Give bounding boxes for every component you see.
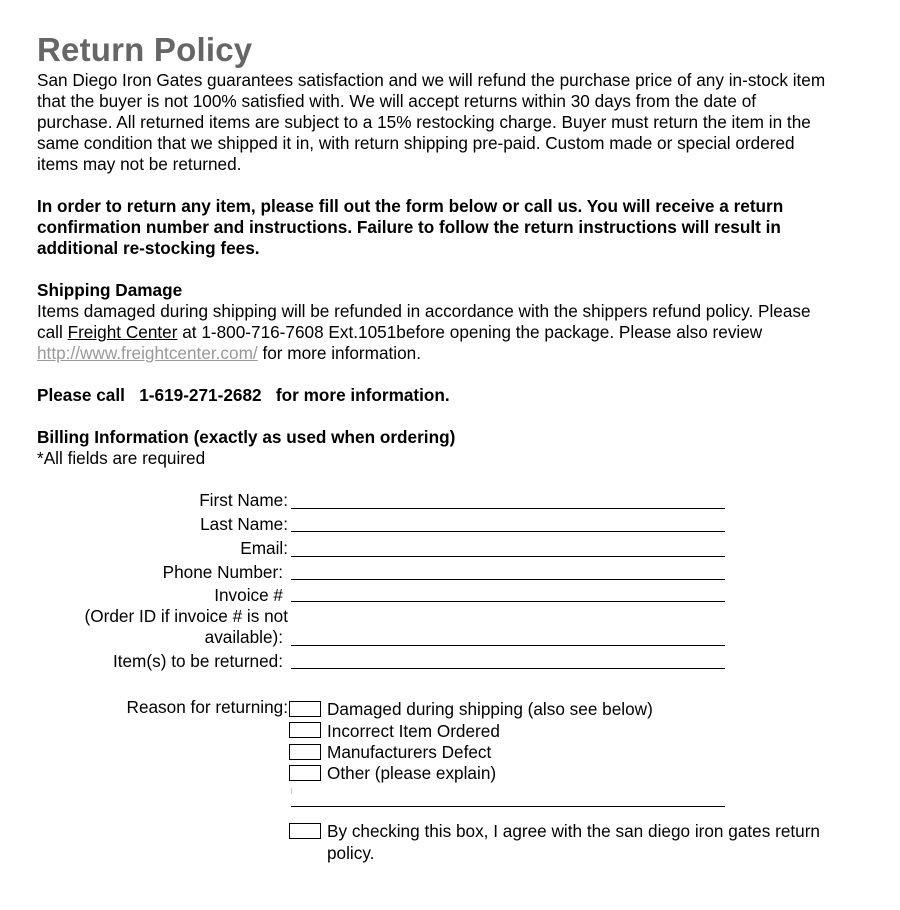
first-name-label: First Name: (199, 490, 288, 510)
call-info (37, 385, 867, 406)
shipping-damage-heading: Shipping Damage (37, 280, 183, 300)
reason-option-defect: Manufacturers Defect (327, 742, 492, 762)
email-row (0, 538, 900, 562)
email-field[interactable] (291, 556, 725, 557)
agree-text-line1: By checking this box, I agree with the san diego iron gates return (327, 821, 820, 841)
order-id-row-2 (0, 627, 900, 651)
reason-option-damaged: Damaged during shipping (also see below) (327, 699, 653, 719)
shipping-text-1: Items damaged during shipping will be refunded in accordance with the shippers refund policy. Please call (37, 301, 811, 342)
first-name-field[interactable] (291, 508, 725, 509)
call-suffix: for more information. (275, 385, 450, 405)
invoice-field[interactable] (291, 601, 725, 602)
shipping-text-2: at 1-800-716-7608 Ext.1051before opening the package. Please also review (177, 322, 763, 342)
defect-checkbox[interactable] (289, 744, 321, 760)
return-instructions: In order to return any item, please fill out the form below or call us. You will receive a return confirmation number and instructions. Failure to follow the return instructions will result in additional re-stocking fees. (37, 196, 784, 258)
shipping-text-3: for more information. (257, 343, 422, 363)
phone-row (0, 562, 900, 586)
email-label: Email: (240, 538, 288, 558)
incorrect-item-checkbox[interactable] (289, 722, 321, 738)
policy-document (37, 30, 867, 469)
order-id-label-line2: available): (204, 627, 283, 647)
items-label: Item(s) to be returned: (112, 651, 283, 671)
other-checkbox[interactable] (289, 765, 321, 781)
damaged-checkbox[interactable] (289, 701, 321, 717)
freightcenter-url-link[interactable]: http://www.freightcenter.com/ (37, 343, 258, 363)
order-id-field[interactable] (291, 645, 725, 646)
last-name-row (0, 514, 900, 538)
items-field[interactable] (291, 668, 725, 669)
required-note: *All fields are required (37, 448, 206, 468)
call-phone: 1-619-271-2682 (139, 385, 262, 405)
call-prefix: Please call (37, 385, 125, 405)
order-id-label-line1: (Order ID if invoice # is not (84, 606, 288, 626)
shipping-damage-text (37, 301, 837, 364)
page-title: Return Policy (37, 31, 253, 68)
other-explain-field[interactable] (291, 806, 725, 807)
agree-checkbox[interactable] (289, 823, 321, 839)
phone-label: Phone Number: (162, 562, 283, 582)
reason-label: Reason for returning: (126, 697, 288, 717)
text-cursor (291, 788, 292, 794)
agree-text-line2: policy. (327, 843, 375, 863)
reason-option-incorrect: Incorrect Item Ordered (327, 721, 500, 741)
reason-option-other: Other (please explain) (327, 763, 497, 783)
phone-field[interactable] (291, 579, 725, 580)
last-name-label: Last Name: (200, 514, 288, 534)
intro-paragraph: San Diego Iron Gates guarantees satisfaction and we will refund the purchase price of any in-stock item that the buyer is not 100% satisfied with. We will accept returns within 30 days from the date of purchase. All returned items are subject to a 15% restocking charge. Buyer must return the item in the same condition that we shipped it in, with return shipping pre-paid. Custom made or special ordered items may not be returned. (37, 70, 826, 174)
billing-heading: Billing Information (exactly as used when ordering) (37, 427, 456, 447)
freight-center-link[interactable]: Freight Center (67, 322, 178, 342)
last-name-field[interactable] (291, 531, 725, 532)
items-row (0, 651, 900, 675)
first-name-row (0, 490, 900, 514)
invoice-label: Invoice # (214, 585, 283, 605)
